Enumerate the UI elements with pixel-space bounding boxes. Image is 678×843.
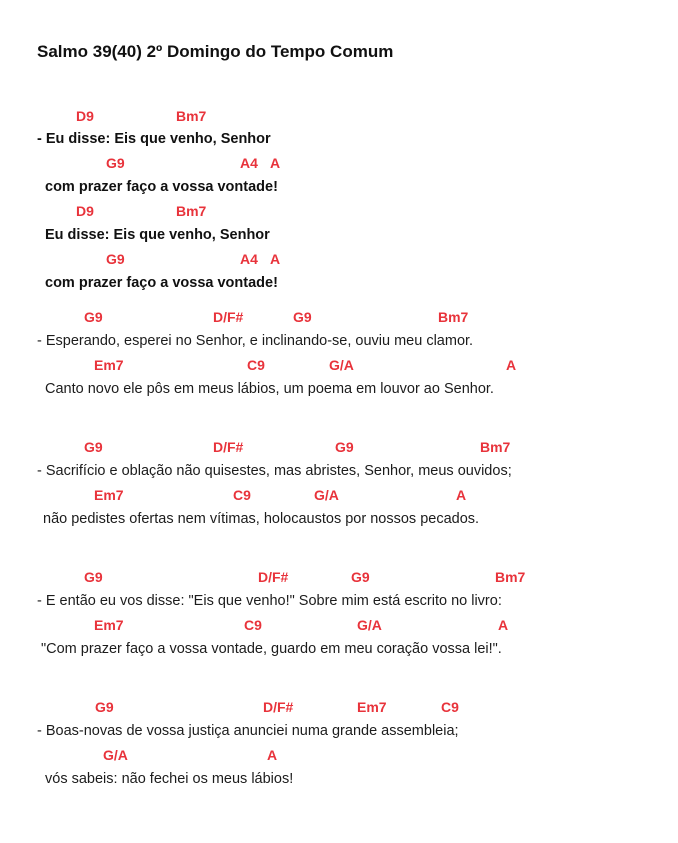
chord-c9: C9	[247, 357, 265, 373]
chord-g9: G9	[293, 309, 312, 325]
chord-g9: G9	[106, 155, 125, 171]
chord-a: A	[267, 747, 278, 763]
chord-bm7: Bm7	[176, 203, 207, 219]
chord-c9: C9	[244, 617, 262, 633]
chord-d-f-: D/F#	[263, 699, 294, 715]
chord-bm7: Bm7	[438, 309, 469, 325]
chord-em7: Em7	[94, 617, 124, 633]
lyric-line: vós sabeis: não fechei os meus lábios!	[45, 771, 294, 787]
chord-bm7: Bm7	[176, 108, 207, 124]
chord-g9: G9	[106, 251, 125, 267]
chord-a: A	[270, 155, 281, 171]
lyric-line: - Sacrifício e oblação não quisestes, mas abristes, Senhor, meus ouvidos;	[37, 463, 512, 479]
chord-a: A	[270, 251, 281, 267]
chord-bm7: Bm7	[495, 569, 526, 585]
chord-c9: C9	[441, 699, 459, 715]
chord-g9: G9	[84, 569, 103, 585]
chord-g9: G9	[95, 699, 114, 715]
lyric-line: - Boas-novas de vossa justiça anunciei numa grande assembleia;	[37, 723, 459, 739]
lyric-line: Canto novo ele pôs em meus lábios, um poema em louvor ao Senhor.	[45, 381, 494, 397]
chord-a4: A4	[240, 251, 258, 267]
chord-a: A	[506, 357, 517, 373]
chord-d9: D9	[76, 108, 94, 124]
chord-g-a: G/A	[329, 357, 354, 373]
lyric-line: - E então eu vos disse: "Eis que venho!" Sobre mim está escrito no livro:	[37, 593, 502, 609]
chord-em7: Em7	[94, 357, 124, 373]
chord-g9: G9	[84, 439, 103, 455]
page-title: Salmo 39(40) 2º Domingo do Tempo Comum	[37, 42, 394, 61]
lyric-line: - Esperando, esperei no Senhor, e inclinando-se, ouviu meu clamor.	[37, 333, 474, 349]
chord-em7: Em7	[94, 487, 124, 503]
chord-d-f-: D/F#	[258, 569, 289, 585]
lyric-line: não pedistes ofertas nem vítimas, holocaustos por nossos pecados.	[43, 511, 480, 527]
lyric-line: com prazer faço a vossa vontade!	[45, 275, 278, 291]
chord-g9: G9	[84, 309, 103, 325]
chord-bm7: Bm7	[480, 439, 511, 455]
lyric-line: com prazer faço a vossa vontade!	[45, 179, 278, 195]
chord-a4: A4	[240, 155, 258, 171]
chord-g9: G9	[335, 439, 354, 455]
chord-g-a: G/A	[314, 487, 339, 503]
chord-g9: G9	[351, 569, 370, 585]
chord-d-f-: D/F#	[213, 439, 244, 455]
lyric-line: - Eu disse: Eis que venho, Senhor	[37, 131, 271, 147]
chord-d-f-: D/F#	[213, 309, 244, 325]
chord-g-a: G/A	[103, 747, 128, 763]
lyric-line: "Com prazer faço a vossa vontade, guardo em meu coração vossa lei!".	[41, 641, 502, 657]
chord-a: A	[498, 617, 509, 633]
chord-c9: C9	[233, 487, 251, 503]
chord-em7: Em7	[357, 699, 387, 715]
lyric-line: Eu disse: Eis que venho, Senhor	[45, 227, 270, 243]
chord-g-a: G/A	[357, 617, 382, 633]
chord-a: A	[456, 487, 467, 503]
chord-d9: D9	[76, 203, 94, 219]
